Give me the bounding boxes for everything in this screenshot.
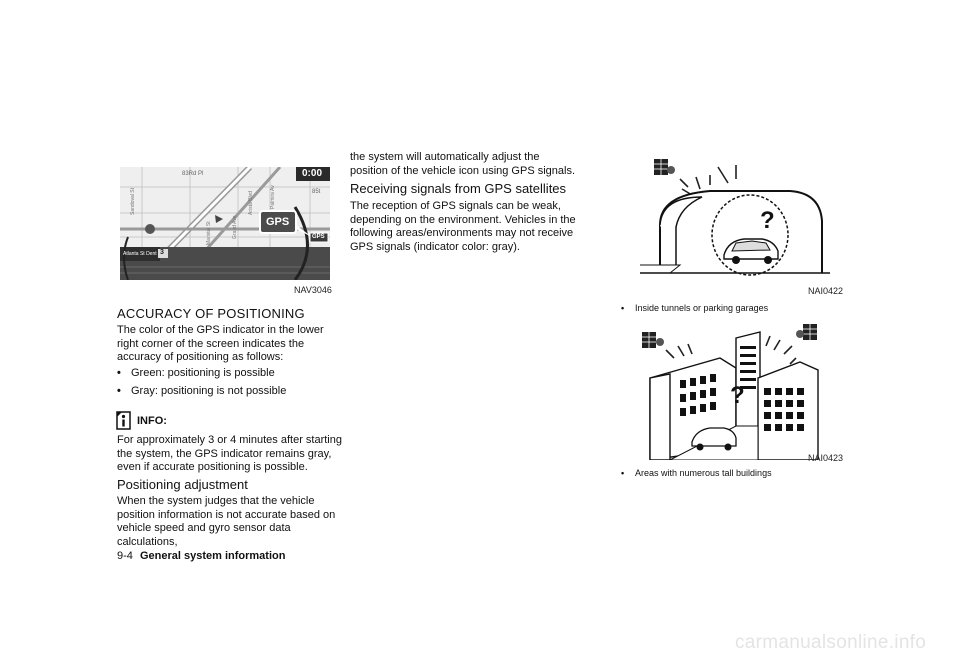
bullet-text: Areas with numerous tall buildings xyxy=(635,468,772,478)
tunnel-figure-caption: NAI0422 xyxy=(808,286,844,296)
map-road-label: Palmira Av xyxy=(270,185,276,209)
satellite-icon xyxy=(642,332,664,348)
satellite-icon xyxy=(796,324,817,340)
buildings-figure xyxy=(640,318,830,460)
map-clock: 0:00 xyxy=(302,168,323,179)
page-footer xyxy=(117,550,285,562)
continuation-paragraph: the system will automatically adjust the position of the vehicle icon using GPS signals. xyxy=(350,151,576,177)
map-gps-indicator: GPS xyxy=(312,234,325,240)
figure-bullet-item xyxy=(621,467,772,479)
bullet-text: Inside tunnels or parking garages xyxy=(635,303,769,313)
question-mark: ? xyxy=(730,382,745,409)
map-gps-callout: GPS xyxy=(266,216,290,228)
section-heading: ACCURACY OF POSITIONING xyxy=(117,306,305,321)
map-info-text: Atlanta St Dent xyxy=(123,251,157,257)
info-label: INFO: xyxy=(137,415,167,427)
map-road-label: Arista Blvd xyxy=(248,191,254,215)
watermark: carmanualsonline.info xyxy=(735,632,927,653)
reception-paragraph: The reception of GPS signals can be weak, depending on the environment. Vehicles in the following areas/environments may not receive GPS signals (indicator color: gray). xyxy=(350,200,576,253)
bullet-text: Gray: positioning is not possible xyxy=(131,385,287,397)
tunnel-figure xyxy=(640,155,830,280)
map-street-label: 85t xyxy=(312,189,321,195)
bullet-dot: • xyxy=(117,367,121,379)
bullet-dot: • xyxy=(117,385,121,397)
bullet-item xyxy=(117,367,275,381)
figure-bullet-item xyxy=(621,302,768,314)
info-paragraph: For approximately 3 or 4 minutes after starting the system, the GPS indicator remains gray, even if accurate positioning is possible. xyxy=(117,434,342,473)
map-info-num: 3 xyxy=(160,249,164,256)
section-name: General system information xyxy=(139,550,286,562)
map-street-label: 83Rd Pl xyxy=(182,171,204,177)
satellite-icon xyxy=(654,159,675,175)
bullet-item xyxy=(117,385,286,399)
page-number: 9-4 xyxy=(117,550,133,562)
info-icon xyxy=(116,411,131,430)
adjust-paragraph: When the system judges that the vehicle position information is not accurate based on vehicle speed and gyro sensor data calculations, xyxy=(117,495,336,548)
nav-map-figure xyxy=(120,167,330,280)
subheading-gps-satellites: Receiving signals from GPS satellites xyxy=(350,181,567,196)
bullet-dot: • xyxy=(621,303,625,313)
intro-paragraph: The color of the GPS indicator in the lower right corner of the screen indicates the accuracy of positioning as follows: xyxy=(117,324,324,363)
question-mark: ? xyxy=(760,207,775,234)
map-road-label: Sandoval St xyxy=(130,188,136,215)
buildings-figure-caption: NAI0423 xyxy=(808,453,844,463)
map-road-label: Maristal St xyxy=(206,221,212,245)
subheading-positioning-adjustment: Positioning adjustment xyxy=(117,477,248,492)
map-figure-caption: NAV3046 xyxy=(294,285,332,295)
nav-map-screen xyxy=(120,167,330,280)
map-road-label: Grand Ave xyxy=(232,215,238,239)
bullet-text: Green: positioning is possible xyxy=(131,367,275,379)
bullet-dot: • xyxy=(621,468,625,478)
